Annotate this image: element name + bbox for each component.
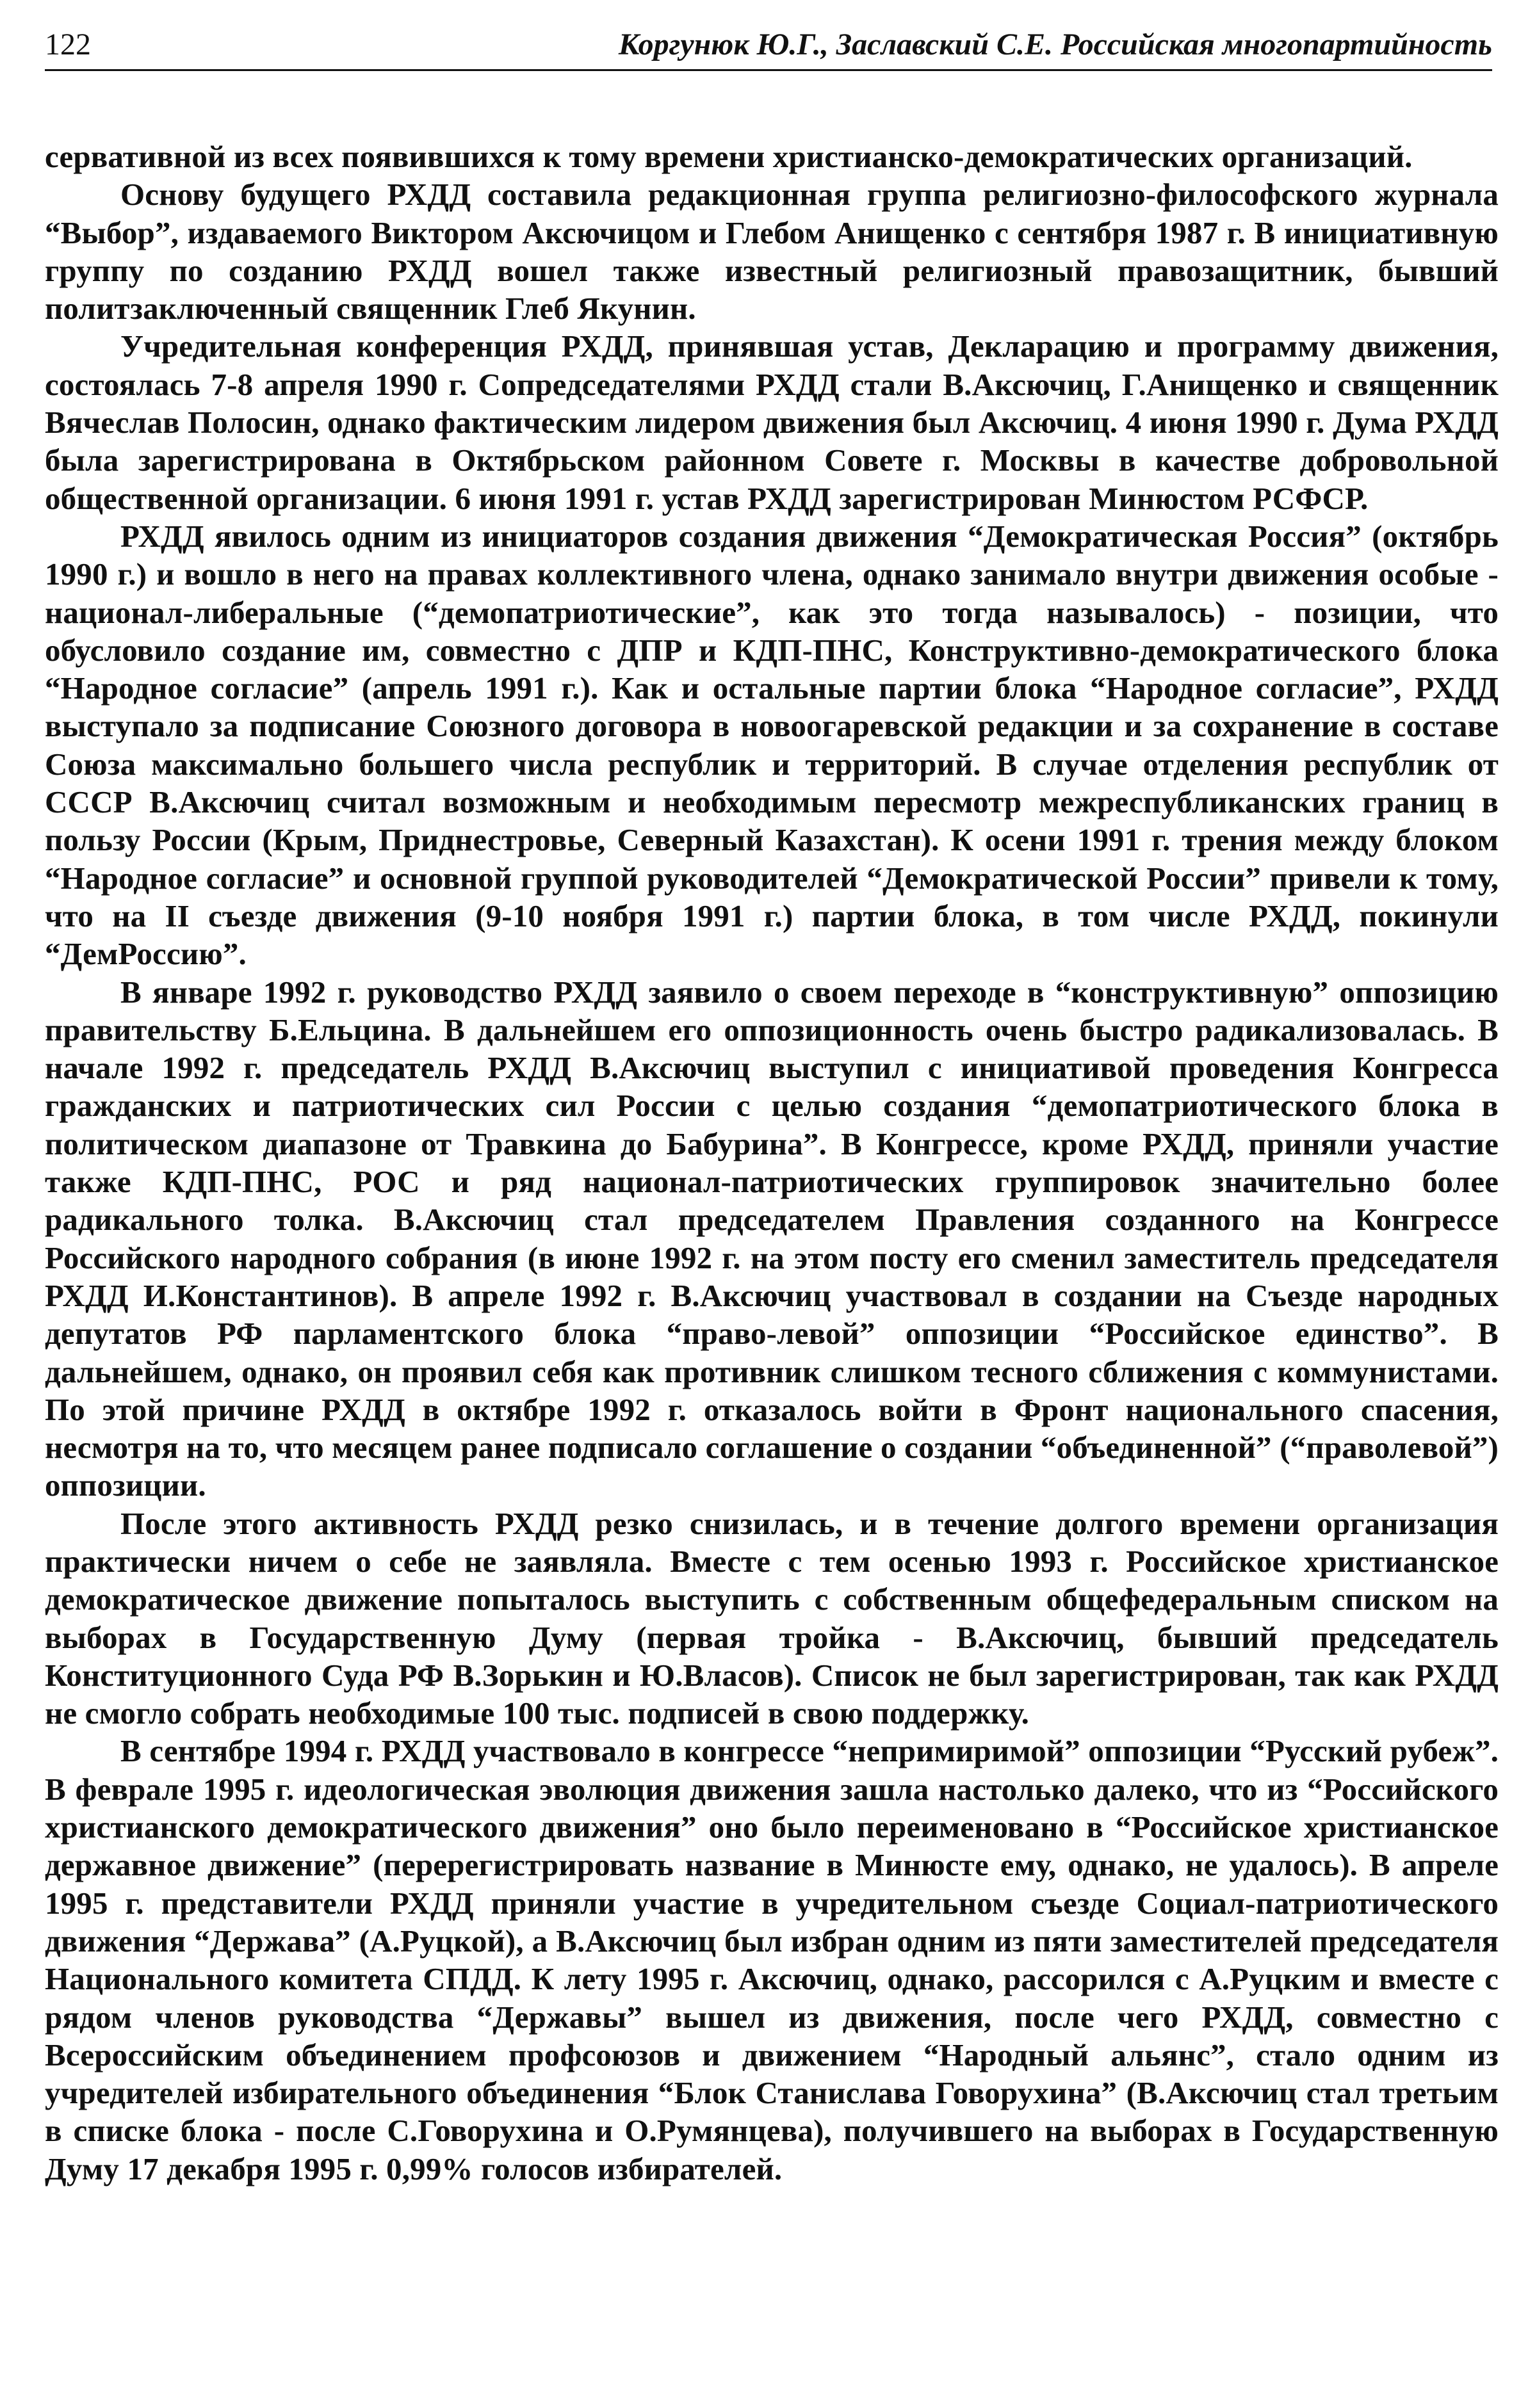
paragraph: После этого активность РХДД резко снизилась, и в течение долгого времени организация практически ничем о себе не заявляла. Вместе с тем осенью 1993 г. Российское христианское демократическое движение попыталось выступить с собственным общефедеральным списком на выборах в Государственную Думу (первая тройка - В.Аксючиц, бывший председатель Конституционного Суда РФ В.Зорькин и Ю.Власов). Список не был зарегистрирован, так как РХДД не смогло собрать необходимые 100 тыс. подписей в свою поддержку. bbox=[45, 1505, 1499, 1731]
paragraph-continuation: сервативной из всех появившихся к тому времени христианско-демократических организаций. bbox=[45, 139, 1413, 174]
paragraph: В сентябре 1994 г. РХДД участвовало в конгрессе “непримиримой” оппозиции “Русский рубеж”. В феврале 1995 г. идеологическая эволюция движения зашла настолько далеко, что из “Российского христианского демократического движения” оно было переименовано в “Российское христианское державное движение” (перерегистрировать название в Минюсте ему, однако, не удалось). В апреле 1995 г. представители РХДД приняли участие в учредительном съезде Социал-патриотического движения “Держава” (А.Руцкой), а В.Аксючиц был избран одним из пяти заместителей председателя Национального комитета СПДД. К лету 1995 г. Аксючиц, однако, рассорился с А.Руцким и вместе с рядом членов руководства “Державы” вышел из движения, после чего РХДД, совместно с Всероссийским объединением профсоюзов и движением “Народный альянс”, стало одним из учредителей избирательного объединения “Блок Станислава Говорухина” (В.Аксючиц стал третьим в списке блока - после С.Говорухина и О.Румянцева), получившего на выборах в Государственную Думу 17 декабря 1995 г. 0,99% голосов избирателей. bbox=[45, 1733, 1499, 2186]
body-text bbox=[45, 138, 1499, 2188]
page-number: 122 bbox=[45, 28, 91, 61]
paragraph: Учредительная конференция РХДД, принявшая устав, Декларацию и программу движения, состоялась 7-8 апреля 1990 г. Сопредседателями РХДД стали В.Аксючиц, Г.Анищенко и священник Вячеслав Полосин, однако фактическим лидером движения был Аксючиц. 4 июня 1990 г. Дума РХДД была зарегистрирована в Октябрьском районном Совете г. Москвы в качестве добровольной общественной организации. 6 июня 1991 г. устав РХДД зарегистрирован Минюстом РСФСР. bbox=[45, 328, 1499, 516]
page-header bbox=[45, 26, 1492, 70]
running-title: Коргунюк Ю.Г., Заславский С.Е. Российская многопартийность bbox=[618, 28, 1492, 61]
header-rule bbox=[45, 69, 1492, 71]
paragraph: Основу будущего РХДД составила редакционная группа религиозно-философского журнала “Выбор”, издаваемого Виктором Аксючицом и Глебом Анищенко с сентября 1987 г. В инициативную группу по созданию РХДД вошел также известный религиозный правозащитник, бывший политзаключенный священник Глеб Якунин. bbox=[45, 177, 1499, 327]
paragraph: РХДД явилось одним из инициаторов создания движения “Демократическая Россия” (октябрь 1990 г.) и вошло в него на правах коллективного члена, однако занимало внутри движения особые - национал-либеральные (“демопатриотические”, как это тогда называлось) - позиции, что обусловило создание им, совместно с ДПР и КДП-ПНС, Конструктивно-демократического блока “Народное согласие” (апрель 1991 г.). Как и остальные партии блока “Народное согласие”, РХДД выступало за подписание Союзного договора в новоогаревской редакции и за сохранение в составе Союза максимально большего числа республик и территорий. В случае отделения республик от СССР В.Аксючиц считал возможным и необходимым пересмотр межреспубликанских границ в пользу России (Крым, Приднестровье, Северный Казахстан). К осени 1991 г. трения между блоком “Народное согласие” и основной группой руководителей “Демократической России” привели к тому, что на II съезде движения (9-10 ноября 1991 г.) партии блока, в том числе РХДД, покинули “ДемРоссию”. bbox=[45, 518, 1499, 972]
paragraph: В январе 1992 г. руководство РХДД заявило о своем переходе в “конструктивную” оппозицию правительству Б.Ельцина. В дальнейшем его оппозиционность очень быстро радикализовалась. В начале 1992 г. председатель РХДД В.Аксючиц выступил с инициативой проведения Конгресса гражданских и патриотических сил России с целью создания “демопатриотического блока в политическом диапазоне от Травкина до Бабурина”. В Конгрессе, кроме РХДД, приняли участие также КДП-ПНС, РОС и ряд национал-патриотических группировок значительно более радикального толка. В.Аксючиц стал председателем Правления созданного на Конгрессе Российского народного собрания (в июне 1992 г. на этом посту его сменил заместитель председателя РХДД И.Константинов). В апреле 1992 г. В.Аксючиц участвовал в создании на Съезде народных депутатов РФ парламентского блока “право-левой” оппозиции “Российское единство”. В дальнейшем, однако, он проявил себя как противник слишком тесного сближения с коммунистами. По этой причине РХДД в октябре 1992 г. отказалось войти в Фронт национального спасения, несмотря на то, что месяцем ранее подписало соглашение о создании “объединенной” (“праволевой”) оппозиции. bbox=[45, 974, 1499, 1503]
